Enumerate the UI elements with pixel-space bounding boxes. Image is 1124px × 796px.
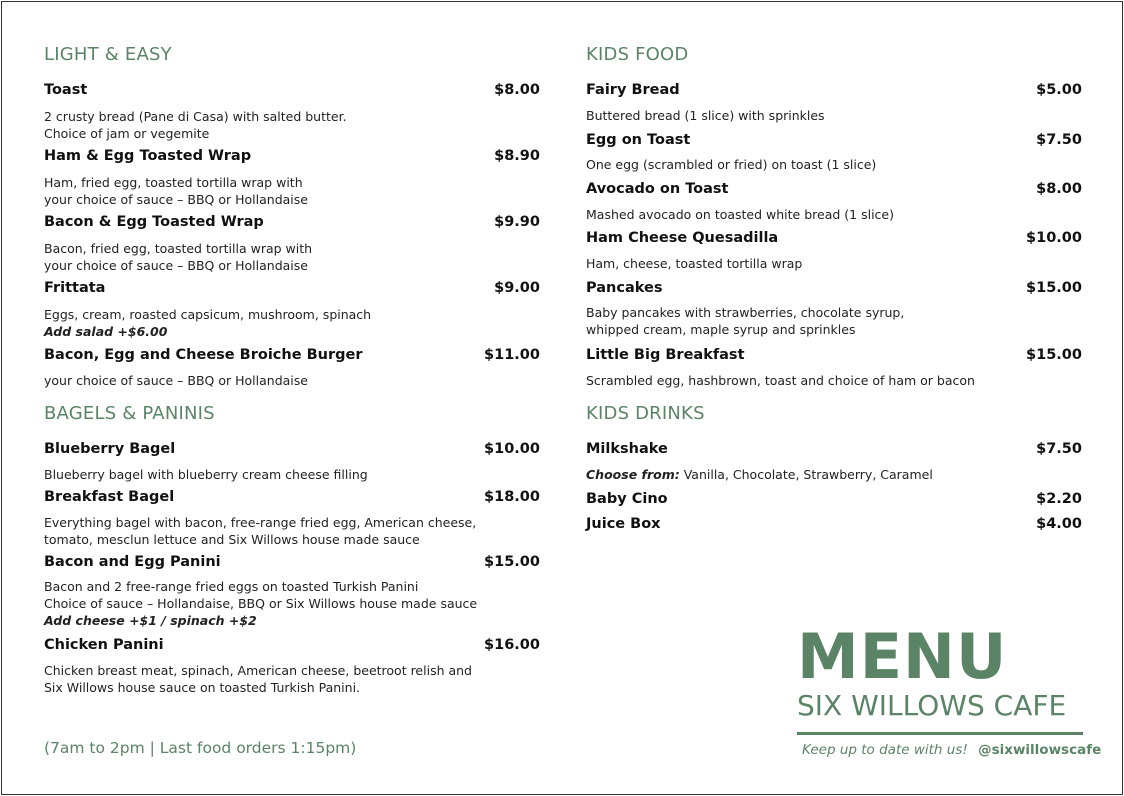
item-name: Bacon, Egg and Cheese Broiche Burger bbox=[44, 347, 363, 363]
item-desc-line: your choice of sauce – BBQ or Hollandaise bbox=[44, 192, 308, 207]
item-name: Bacon & Egg Toasted Wrap bbox=[44, 214, 264, 230]
item-desc bbox=[44, 240, 312, 274]
social-tagline: Keep up to date with us! bbox=[802, 742, 968, 758]
item-desc bbox=[586, 304, 904, 338]
flavour-list: Vanilla, Chocolate, Strawberry, Caramel bbox=[679, 467, 933, 482]
item-desc-line: Bacon and 2 free-range fried eggs on toasted Turkish Panini bbox=[44, 579, 419, 594]
item-desc-line: Choice of sauce – Hollandaise, BBQ or Six Willows house made sauce bbox=[44, 596, 478, 611]
item-name: Avocado on Toast bbox=[586, 181, 729, 197]
item-desc-line: 2 crusty bread (Pane di Casa) with salted butter. bbox=[44, 109, 347, 124]
section-title-bagels-paninis: BAGELS & PANINIS bbox=[44, 403, 215, 424]
item-price: $8.00 bbox=[494, 82, 540, 98]
item-desc bbox=[586, 206, 894, 223]
item-desc bbox=[44, 514, 476, 548]
menu-heading: MENU bbox=[797, 620, 1008, 693]
opening-hours: (7am to 2pm | Last food orders 1:15pm) bbox=[44, 739, 357, 757]
menu-page bbox=[1, 1, 1123, 795]
choose-from-label: Choose from: bbox=[586, 467, 680, 482]
item-desc-line: Buttered bread (1 slice) with sprinkles bbox=[586, 108, 825, 123]
item-desc-line: tomato, mesclun lettuce and Six Willows house made sauce bbox=[44, 532, 420, 547]
item-desc bbox=[586, 156, 876, 173]
brand-divider bbox=[797, 732, 1083, 735]
item-desc bbox=[586, 372, 975, 389]
cafe-name: SIX WILLOWS CAFE bbox=[797, 689, 1067, 722]
item-name: Frittata bbox=[44, 280, 106, 296]
item-name: Fairy Bread bbox=[586, 82, 680, 98]
item-desc bbox=[44, 306, 371, 340]
item-name: Pancakes bbox=[586, 280, 663, 296]
item-desc-line: whipped cream, maple syrup and sprinkles bbox=[586, 322, 856, 337]
item-price: $11.00 bbox=[484, 347, 540, 363]
item-name: Baby Cino bbox=[586, 491, 668, 507]
item-desc-line: Bacon, fried egg, toasted tortilla wrap with bbox=[44, 241, 313, 256]
item-price: $7.50 bbox=[1036, 132, 1082, 148]
item-name: Bacon and Egg Panini bbox=[44, 554, 221, 570]
item-price: $7.50 bbox=[1036, 441, 1082, 457]
item-desc-line: One egg (scrambled or fried) on toast (1 slice) bbox=[586, 157, 877, 172]
item-desc bbox=[586, 255, 802, 272]
item-desc-line: Blueberry bagel with blueberry cream cheese filling bbox=[44, 467, 368, 482]
item-name: Juice Box bbox=[586, 516, 661, 532]
item-price: $18.00 bbox=[484, 489, 540, 505]
item-desc-line: Scrambled egg, hashbrown, toast and choice of ham or bacon bbox=[586, 373, 975, 388]
item-name: Little Big Breakfast bbox=[586, 347, 745, 363]
item-desc bbox=[586, 466, 933, 483]
item-name: Toast bbox=[44, 82, 88, 98]
item-desc-line: Six Willows house sauce on toasted Turkish Panini. bbox=[44, 680, 361, 695]
item-name: Blueberry Bagel bbox=[44, 441, 176, 457]
item-desc-line: Everything bagel with bacon, free-range fried egg, American cheese, bbox=[44, 515, 477, 530]
item-desc-line: your choice of sauce – BBQ or Hollandaise bbox=[44, 258, 308, 273]
item-price: $4.00 bbox=[1036, 516, 1082, 532]
item-desc-line: Choice of jam or vegemite bbox=[44, 126, 210, 141]
item-desc bbox=[44, 174, 308, 208]
item-name: Ham & Egg Toasted Wrap bbox=[44, 148, 252, 164]
item-desc bbox=[44, 466, 368, 483]
item-price: $15.00 bbox=[1026, 347, 1082, 363]
item-desc-line: Ham, cheese, toasted tortilla wrap bbox=[586, 256, 803, 271]
item-desc-line: your choice of sauce – BBQ or Hollandaise bbox=[44, 373, 308, 388]
item-desc-line: Mashed avocado on toasted white bread (1 slice) bbox=[586, 207, 894, 222]
item-price: $9.90 bbox=[494, 214, 540, 230]
item-name: Milkshake bbox=[586, 441, 668, 457]
item-price: $2.20 bbox=[1036, 491, 1082, 507]
social-line bbox=[802, 742, 1101, 758]
item-addon-note: Add cheese +$1 / spinach +$2 bbox=[44, 613, 257, 628]
item-desc-line: Baby pancakes with strawberries, chocolate syrup, bbox=[586, 305, 905, 320]
item-desc bbox=[44, 662, 472, 696]
item-price: $8.90 bbox=[494, 148, 540, 164]
item-price: $10.00 bbox=[484, 441, 540, 457]
item-desc-line: Eggs, cream, roasted capsicum, mushroom, spinach bbox=[44, 307, 372, 322]
item-price: $9.00 bbox=[494, 280, 540, 296]
item-name: Ham Cheese Quesadilla bbox=[586, 230, 779, 246]
section-title-light-easy: LIGHT & EASY bbox=[44, 44, 172, 65]
item-desc-line: Chicken breast meat, spinach, American cheese, beetroot relish and bbox=[44, 663, 472, 678]
item-price: $16.00 bbox=[484, 637, 540, 653]
item-name: Chicken Panini bbox=[44, 637, 164, 653]
item-addon-note: Add salad +$6.00 bbox=[44, 324, 168, 339]
item-price: $15.00 bbox=[1026, 280, 1082, 296]
item-desc bbox=[44, 578, 477, 629]
item-price: $15.00 bbox=[484, 554, 540, 570]
item-desc bbox=[44, 372, 308, 389]
social-handle: @sixwillowscafe bbox=[978, 742, 1102, 758]
item-name: Egg on Toast bbox=[586, 132, 691, 148]
item-price: $8.00 bbox=[1036, 181, 1082, 197]
item-desc bbox=[586, 107, 825, 124]
section-title-kids-drinks: KIDS DRINKS bbox=[586, 403, 705, 424]
item-desc-line: Ham, fried egg, toasted tortilla wrap with bbox=[44, 175, 303, 190]
section-title-kids-food: KIDS FOOD bbox=[586, 44, 689, 65]
item-desc bbox=[44, 108, 347, 142]
item-name: Breakfast Bagel bbox=[44, 489, 175, 505]
item-price: $10.00 bbox=[1026, 230, 1082, 246]
item-price: $5.00 bbox=[1036, 82, 1082, 98]
